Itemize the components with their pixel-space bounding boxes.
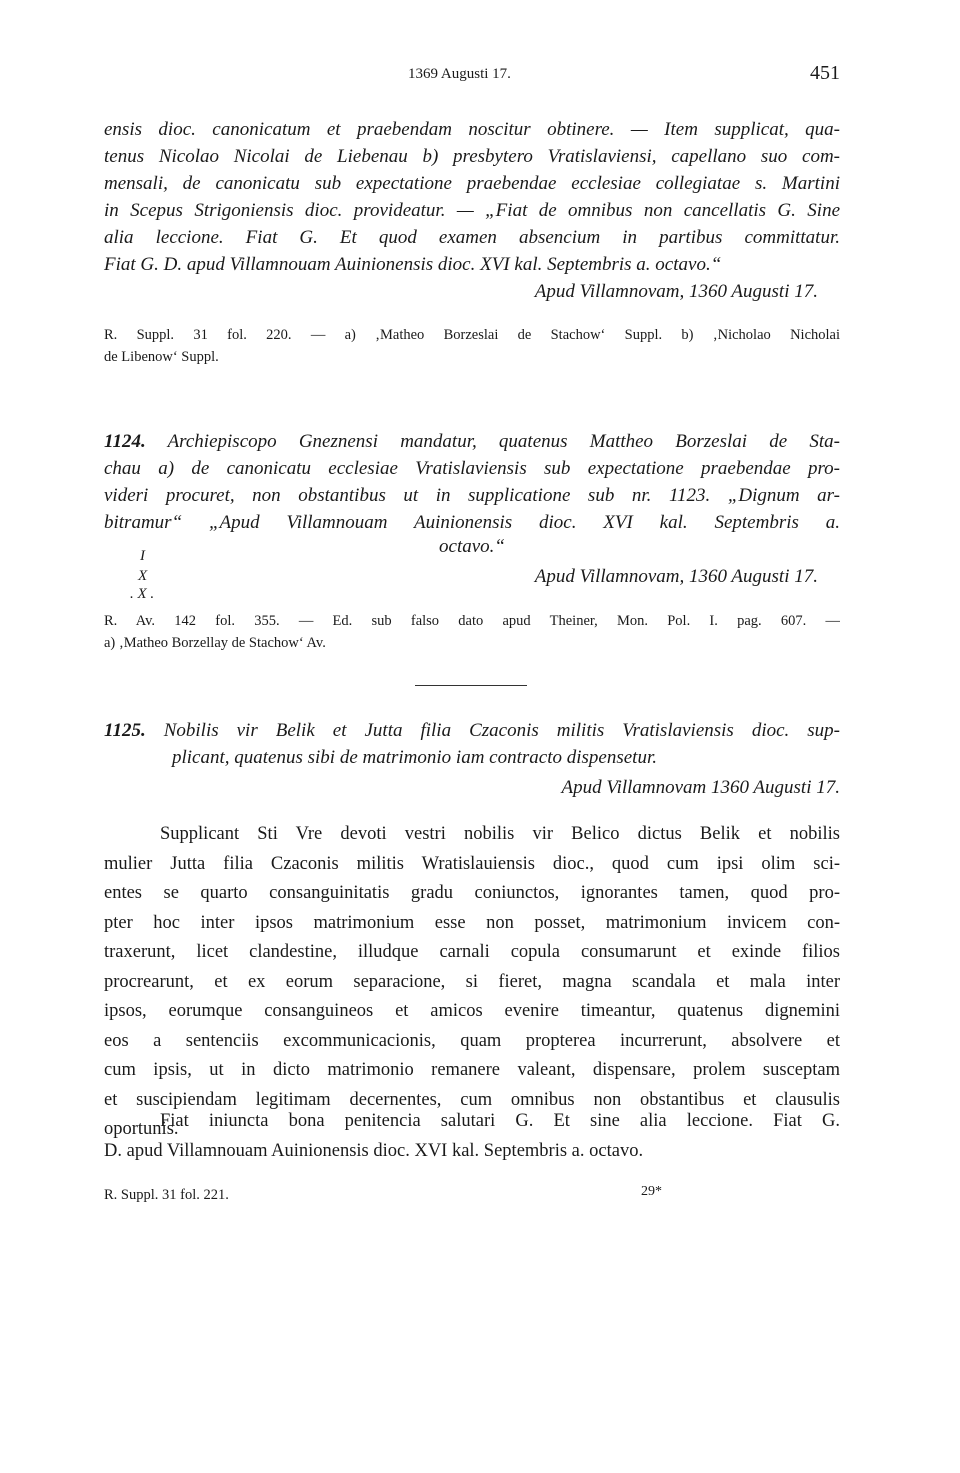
text-line: videri procuret, non obstantibus ut in supplicatione sub nr. 1123. „Dignum ar- [104, 485, 840, 506]
chancery-mark: X [138, 568, 148, 584]
place-date: Apud Villamnovam 1360 Augusti 17. [561, 777, 840, 798]
footnotes [104, 610, 840, 654]
place-date: Apud Villamnovam, 1360 Augusti 17. [534, 281, 818, 302]
running-head-date: 1369 Augusti 17. [408, 66, 511, 82]
text-line: bitramur“ „Apud Villamnouam Auinionensis dioc. XVI kal. Septembris a. [104, 512, 840, 533]
text-line: ipsos, eorumque consanguineos et amicos evenire timeantur, quatenus dignemini [104, 1001, 840, 1021]
signature-mark: 29* [641, 1184, 662, 1199]
text-line: eos a sentenciis excommunicacionis, quam propterea incurrerunt, absolvere et [104, 1030, 840, 1051]
chancery-mark: . X . [130, 586, 155, 602]
text-line: tenus Nicolao Nicolai de Liebenau b) presbytero Vratislaviensi, capellano suo com- [104, 146, 840, 167]
text-line: pter hoc inter ipsos matrimonium esse non posset, matrimonium invicem con- [104, 912, 840, 933]
text-line: procrearunt, et ex eorum separacione, si fieret, magna scandala et mala inter [104, 971, 840, 992]
entry-number: 1125. [104, 720, 146, 741]
footnote-line: a) ‚Matheo Borzellay de Stachow‘ Av. [104, 635, 326, 651]
supplication-body [104, 820, 840, 1145]
text-line: alia leccione. Fiat G. Et quod examen absencium in partibus committatur. [104, 227, 840, 248]
text-line: chau a) de canonicatu ecclesiae Vratislaviensis sub expectatione praebendae pro- [104, 458, 840, 479]
text-line: D. apud Villamnouam Auinionensis dioc. XVI kal. Septembris a. octavo. [104, 1140, 644, 1161]
text-line: oportunis. [104, 1119, 179, 1139]
footnotes [104, 1184, 840, 1206]
entry-1125 [104, 717, 840, 771]
footnote-line: R. Suppl. 31 fol. 221. [104, 1187, 229, 1203]
text-line: mulier Jutta filia Czaconis militis Wratislauiensis dioc., quod cum ipsi olim sci- [104, 853, 840, 874]
text-line: mensali, de canonicatu sub expectatione praebendae ecclesiae collegiatae s. Martini [104, 173, 840, 194]
section-divider [415, 685, 527, 686]
page-number: 451 [810, 62, 840, 84]
text-line: ensis dioc. canonicatum et praebendam noscitur obtinere. — Item supplicat, qua- [104, 119, 840, 140]
text-line: Fiat iniuncta bona penitencia salutari G. Et sine alia leccione. Fiat G. [160, 1111, 840, 1131]
text-line: in Scepus Strigoniensis dioc. provideatur. — „Fiat de omnibus non cancellatis G. Sine [104, 200, 840, 221]
entry-1124 [104, 428, 840, 536]
entry-heading: Archiepiscopo Gneznensi mandatur, quatenus Mattheo Borzeslai de Sta- [167, 431, 840, 452]
entry-number: 1124. [104, 431, 146, 452]
text-line-last: octavo.“ [439, 536, 505, 557]
running-head [104, 62, 840, 90]
entry-heading: Nobilis vir Belik et Jutta filia Czaconis militis Vratislaviensis dioc. sup- [163, 720, 840, 741]
footnotes [104, 324, 840, 368]
chancery-mark: I [140, 548, 145, 564]
entry-1123-continuation [104, 116, 840, 278]
place-date: Apud Villamnovam, 1360 Augusti 17. [534, 566, 818, 587]
footnote-line: R. Suppl. 31 fol. 220. — a) ‚Matheo Borzeslai de Stachow‘ Suppl. b) ‚Nicholao Nicholai [104, 327, 840, 343]
text-line: Fiat G. D. apud Villamnouam Auinionensis dioc. XVI kal. Septembris a. octavo.“ [104, 254, 722, 275]
text-line: plicant, quatenus sibi de matrimonio iam contracto dispensetur. [172, 747, 658, 768]
fiat-text [104, 1107, 840, 1166]
text-line: Supplicant Sti Vre devoti vestri nobilis vir Belico dictus Belik et nobilis [160, 824, 840, 844]
text-line: cum ipsis, ut in dicto matrimonio remanere valeant, dispensare, prolem susceptam [104, 1060, 840, 1080]
text-line [104, 428, 840, 455]
footnote-line: de Libenow‘ Suppl. [104, 349, 219, 365]
text-line: traxerunt, licet clandestine, illudque carnali copula consumarunt et exinde filios [104, 942, 840, 962]
text-line: entes se quarto consanguinitatis gradu coniunctos, ignorantes tamen, quod pro- [104, 883, 840, 903]
text-line [104, 717, 840, 744]
text-line: et suscipiendam legitimam decernentes, cum omnibus non obstantibus et clausulis [104, 1089, 840, 1110]
footnote-line: R. Av. 142 fol. 355. — Ed. sub falso dato apud Theiner, Mon. Pol. I. pag. 607. — [104, 613, 840, 629]
